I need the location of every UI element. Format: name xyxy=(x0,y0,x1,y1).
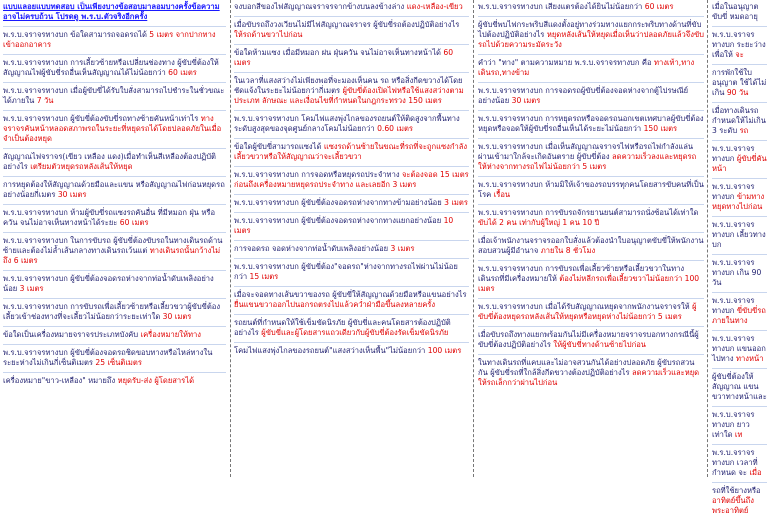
question-text: พ.ร.บ.จราจรทางบก โคมไฟแสงพุ่งไกลของรถยนต์ให้ติดสูงจากพื้นทางระดับสูงสุดของจุดศูนย์กลางโคมไม่น้อยกว่า xyxy=(234,114,460,133)
question-item xyxy=(712,65,767,103)
answer-text: ผู้ขับขี่ต้องหยุดรถหลังเส้นให้หยุดหรือหยุดห่างไม่น้อยกว่า 5 เมตร xyxy=(478,302,697,321)
question-text: ในทางเดินรถที่แคบและไม่อาจสวนกันได้อย่างปลอดภัย ผู้ขับรถสวนกัน ผู้ขับขี่รถที่ใกล้สิ่งกีดขวางต้องปฏิบัติอย่างไร xyxy=(478,358,695,377)
answer-text: 25 เซ็นติเมตร xyxy=(95,358,142,367)
column-4 xyxy=(709,0,770,515)
answer-text: หยุดรับ-ส่ง ผู้โดยสารได้ xyxy=(117,376,194,385)
question-item xyxy=(712,445,767,483)
question-item xyxy=(478,17,704,55)
question-item xyxy=(234,2,469,17)
question-item xyxy=(478,261,704,299)
question-text: พ.ร.บ.จราจรทางบก ระยะว่างเพื่อให้ xyxy=(712,30,766,59)
question-item xyxy=(712,483,767,520)
question-item xyxy=(234,315,469,343)
question-text: พ.ร.บ.จราจรทางบก การจอดรถผู้ขับขี่ต้องจอดห่างจากตู้ไปรษณีย์อย่างน้อย xyxy=(478,86,689,105)
question-text: เมื่อจะจอดทางเส้นขวาของรถ ผู้ขับขี่ให้สัญญาณด้วยมือหรือแขนอย่างไร xyxy=(234,290,467,299)
column-divider xyxy=(707,0,708,477)
question-item xyxy=(234,241,469,259)
question-text: รถยนต์ที่กำหนดให้ใช้เข็มขัดนิรภัย ผู้ขับขี่และคนโดยสารต้องปฏิบัติอย่างไร xyxy=(234,318,451,337)
answer-text: 15 เมตร xyxy=(249,272,279,281)
answer-text: 5 เมตร จากปากทางเข้าออกอาคาร xyxy=(3,30,216,49)
question-item xyxy=(234,287,469,315)
question-item xyxy=(478,177,704,205)
question-text: การหยุดต้องให้สัญญาณด้วยมือและแขน หรือสัญญาณไฟก่อนหยุดรถอย่างน้อยกี่เมตร xyxy=(3,180,225,199)
question-text: ในเวลาที่แสงสว่างไม่เพียงพอที่จะมองเห็นคน รถ หรือสิ่งกีดขวางได้โดยชัดแจ้งในระยะไม่น้อยกว่ากี่เมตร xyxy=(234,76,463,95)
question-text: พ.ร.บ.จราจรทางบก ผู้ขับขี่ต้องขับขี่รถทางซ้ายคันหน้าเท่าไร xyxy=(3,114,201,123)
question-text: พ.ร.บ.จราจรทางบก ในการขับรถ ผู้ขับขี่ต้องขับรถในทางเดินรถด้านซ้ายและต้องไม่ล้ำเส้นกลางทางเดินรถเว้นแต่ xyxy=(3,236,223,255)
question-text: พ.ร.บ.จราจรทางบก การหยุดรถหรือจอดรถนอกเขตเทศบาลผู้ขับขี่ต้องหยุดหรือจอดให้ผู้ขับขี่รถอื่นเห็นได้ระยะไม่น้อยกว่า xyxy=(478,114,704,133)
column-1 xyxy=(0,0,229,477)
question-item xyxy=(3,327,226,345)
question-text: เมื่อทางเดินรถกำหนดให้ไม่เกิน 3 ระดับ xyxy=(712,106,766,135)
question-item xyxy=(478,233,704,261)
answer-text: 7 วัน xyxy=(36,96,54,105)
answer-text: ขับได้ 2 คน เท่ากับผู้ใหญ่ 1 คน 10 ปี xyxy=(478,218,600,227)
question-text: พ.ร.บ.จราจรทางบก เวลาที่กำหนด จะ xyxy=(712,448,758,477)
answer-text: ยื่นแขนขวาออกไปนอกรถตรงไปแล้วคว่ำฝ่ามือขึ้นลงหลายครั้ง xyxy=(234,300,436,309)
question-text: การจอดรถ จอดห่างจากท่อน้ำดับเพลิงอย่างน้อย xyxy=(234,244,391,253)
question-text: พ.ร.บ.จราจรทางบก ห้ามมิให้เจ้าของรถบรรทุกคนโดยสารขับคนที่เป็นโรค xyxy=(478,180,704,199)
question-text: ผู้ขับขี่พบไฟกระพริบสีแดงตั้งอยู่ทางร่วมทางแยกกระพริบทางด้านที่ขับไปต้องปฏิบัติอย่างไร xyxy=(478,20,702,39)
question-text: พ.ร.บ.จราจรทางบก การขับรถจักรยานยนต์สามารถนั่งซ้อนได้เท่าใด xyxy=(478,208,699,217)
question-text: พ.ร.บ.จราจรทางบก ข้อใดสามารถจอดรถได้ xyxy=(3,30,150,39)
question-text: พ.ร.บ.จราจรทางบก ผู้ขับขี่ต้องจอดรถชิดขอบทางหรือไหล่ทางในระยะห่างไม่เกินกี่เซ็นติเมตร xyxy=(3,348,213,367)
answer-text: 0.60 เมตร xyxy=(377,124,414,133)
question-item xyxy=(3,373,226,390)
answer-text: ขี่ขับขี่รถภายในทาง xyxy=(712,306,766,325)
answer-text: ให้รถด้านขวาไปก่อน xyxy=(234,30,303,39)
question-text: พ.ร.บ.จราจรทางบก แขนออกไปทาง xyxy=(712,334,766,363)
answer-text: ต้องไม่หลีกรถเพื่อเลี้ยวขวาไม่น้อยกว่า 100 เมตร xyxy=(478,274,700,293)
question-item xyxy=(712,407,767,445)
answer-text: เตรียมตัวหยุดรถหลังเส้นให้หยุด xyxy=(30,162,133,171)
answer-text: ภายใน 8 ชั่วโมง xyxy=(540,246,596,255)
question-item xyxy=(234,259,469,287)
question-text: พ.ร.บ.จราจรทางบก ผู้ขับขี่ต้องจอดรถห่างจากท่อน้ำดับเพลิงอย่างน้อย xyxy=(3,274,214,293)
question-item xyxy=(478,139,704,177)
answer-text: หยุดหลังเส้นให้หยุดเมื่อเห็นว่าปลอดภัยแล้วจึงขับรถไปด้วยความระมัดระวัง xyxy=(478,30,704,49)
question-text: พ.ร.บ.จราจรทางบก การจอดหรือหยุดรถประจำทาง xyxy=(234,170,402,179)
question-item xyxy=(3,83,226,111)
answer-text: เรื้อน xyxy=(493,190,511,199)
answer-text: เครื่องหมายให้ทาง xyxy=(140,330,201,339)
answer-text: 30 เมตร xyxy=(162,312,192,321)
answer-text: 30 เมตร xyxy=(511,96,541,105)
answer-text: อาทิตย์ขึ้นถึงพระอาทิตย์ xyxy=(712,496,754,515)
answer-text: 60 เมตร xyxy=(644,2,674,11)
question-text: พ.ร.บ.จราจรทางบก เมื่อผู้ขับขี่ได้รับใบสั่งสามารถไปชำระในชั่วขณะได้ภายใน xyxy=(3,86,225,105)
question-text: พ.ร.บ.จราจรทางบก xyxy=(712,182,755,201)
question-text: พ.ร.บ.จราจรทางบก xyxy=(712,296,755,315)
question-item xyxy=(3,27,226,55)
question-item xyxy=(712,369,767,407)
answer-text: 3 เมตร xyxy=(390,244,415,253)
question-item xyxy=(3,149,226,177)
question-text: จงบอกสีของไฟสัญญาณจราจรจากข้างบนลงข้างล่าง xyxy=(234,2,407,11)
answer-text: 150 เมตร xyxy=(643,124,678,133)
answer-text: ผู้ขับขี่และผู้โดยสารแถวเดียวกับผู้ขับขี่ต้องรัดเข็มขัดนิรภัย xyxy=(261,328,449,337)
answer-text: ลดความเร็วลงและหยุดรถให้ห่างจากทางรถไฟไม่น้อยกว่า 5 เมตร xyxy=(478,152,697,171)
question-item xyxy=(3,205,226,233)
question-text: เมื่อในอนุญาตขับขี่ หมดอายุ xyxy=(712,2,759,21)
answer-text: เท xyxy=(734,430,743,439)
question-text: การพักใช้ใบอนุญาต ใช้ได้ไม่เกิน xyxy=(712,68,767,97)
question-item xyxy=(478,55,704,83)
question-item xyxy=(712,2,767,27)
answer-text: ผู้ขับขี่ต้องเปิดไฟหรือใช้แสงสว่างตามประเภท ลักษณะ และเงื่อนไขที่กำหนดในกฎกระทรวง 150 เมตร xyxy=(234,86,464,105)
answer-text: จะต้องจอด 15 เมตร ก่อนถึงเครื่องหมายหยุดรถประจำทาง และเลยอีก 3 เมตร xyxy=(234,170,469,189)
question-item xyxy=(234,111,469,139)
intro-notice-link[interactable] xyxy=(3,2,226,27)
question-item xyxy=(712,27,767,65)
question-text: พ.ร.บ.จราจรทางบก เลี้ยวทางบก xyxy=(712,220,766,249)
answer-text: ผู้ขับขี่คันหน้า xyxy=(712,154,767,173)
answer-text: ทางหน้า xyxy=(736,354,764,363)
question-item xyxy=(234,195,469,213)
question-item xyxy=(712,217,767,255)
question-item xyxy=(3,299,226,327)
question-item xyxy=(478,2,704,17)
question-text: รถที่ใช้ยางหรือ xyxy=(712,486,761,495)
question-item xyxy=(234,17,469,45)
question-item xyxy=(712,103,767,141)
question-item xyxy=(3,55,226,83)
answer-text: ทางจราจรคันหน้าหลอดสภาพรถในระยะที่หยุดรถได้โดยปลอดภัยในเมื่อจำเป็นต้องหยุด xyxy=(3,114,222,143)
question-text: พ.ร.บ.จราจรทางบก ห้ามผู้ขับขี่รถแซงรถคันอื่น ที่มีหมอก ฝุ่น หรือควัน จนไม่อาจเห็นทางหน้าได้ระยะ xyxy=(3,208,216,227)
answer-text: 60 เมตร xyxy=(234,48,454,67)
question-text: พ.ร.บ.จราจรทางบก การเลี้ยวซ้ายหรือเปลี่ยนช่องทาง ผู้ขับขี่ต้องให้สัญญาณไฟผู้ขับขี่รถอื่นเห็นสัญญาณได้ไม่น้อยกว่า xyxy=(3,58,219,77)
question-text: พ.ร.บ.จราจรทางบก เมื่อได้รับสัญญาณหยุดจากพนักงานจราจรให้ xyxy=(478,302,693,311)
answer-text: 60 เมตร xyxy=(168,68,197,77)
question-item xyxy=(234,167,469,195)
question-item xyxy=(234,139,469,167)
answer-text: ลดความเร็วและหยุดให้รถเล็กกว่าผ่านไปก่อน xyxy=(478,368,700,387)
answer-text: ข้ามทางหยุดทางไปก่อน xyxy=(712,192,765,211)
question-text: เมื่อขับรถถึงวงเวียนไม่มีไฟสัญญาณจราจร ผู้ขับขี่รถต้องปฏิบัติอย่างไร xyxy=(234,20,460,29)
question-text: ผู้ขับขี่ต้องให้สัญญาณ แขนขวาทางหน้าและ xyxy=(712,372,767,401)
question-item xyxy=(478,111,704,139)
column-2 xyxy=(231,0,472,477)
answer-text: แซงรถด้านซ้ายในขณะที่รถที่จะถูกแซงกำลังเลี้ยวขวาหรือให้สัญญาณว่าจะเลี้ยวขวา xyxy=(234,142,468,161)
question-item xyxy=(3,177,226,205)
question-item xyxy=(3,345,226,373)
answer-text: แดง-เหลือง-เขียว xyxy=(406,2,463,11)
question-item xyxy=(478,327,704,355)
question-text: เครื่องหมาย"ขาว-เหลือง" หมายถึง xyxy=(3,376,118,385)
answer-text: เมื่อ xyxy=(749,468,762,477)
question-item xyxy=(478,83,704,111)
question-item xyxy=(3,111,226,149)
question-item xyxy=(712,255,767,293)
question-text: พ.ร.บ.จราจรทางบก เสียงแตรต้องได้ยินไม่น้อยกว่า xyxy=(478,2,645,11)
question-item xyxy=(234,213,469,241)
answer-text: 100 เมตร xyxy=(427,346,462,355)
question-text: พ.ร.บ.จราจรทางบก xyxy=(712,144,755,163)
question-text: ข้อใดห้ามแซง เมื่อมีหมอก ฝน ฝุ่นควัน จนไม่อาจเห็นทางหน้าได้ xyxy=(234,48,444,57)
question-item xyxy=(478,205,704,233)
question-text: พ.ร.บ.จราจรทางบก ผู้ขับขี่ต้องจอดรถห่างจากทางข้ามอย่างน้อย xyxy=(234,198,445,207)
notice-text: แบบแลอยแบบทดสอบ เป็นเพียงบางข้อสอบมาลอมบางครั้งข้อความอาจไม่ครบถ้วน โปรดดู พ.ร.บ.ตัวจริงอีกครั้ง xyxy=(3,2,220,21)
answer-text: 3 เมตร xyxy=(444,198,468,207)
answer-text: รถ xyxy=(739,126,749,135)
column-divider xyxy=(473,0,474,477)
question-item xyxy=(234,343,469,360)
question-text: พ.ร.บ.จราจรทางบก การขับรถเพื่อเลี้ยวซ้ายหรือเลี้ยวขวาผู้ขับขี่ต้องเลี้ยวเข้าช่องทางที่จะเลี้ยวไม่น้อยกว่าระยะเท่าใด xyxy=(3,302,221,321)
question-text: พ.ร.บ.จราจรทางบก ยาวเท่าใด xyxy=(712,410,755,439)
question-item xyxy=(478,299,704,327)
answer-text: ทางเดินรถนั้นกว้างไม่ถึง 6 เมตร xyxy=(3,246,221,265)
question-item xyxy=(234,45,469,73)
question-text: เมื่อเจ้าพนักงานจราจรออกใบสั่งแล้วต้องนำใบอนุญาตขับขี่ให้พนักงานสอบสวนผู้มีอำนาจ xyxy=(478,236,704,255)
answer-text: จะ xyxy=(735,50,744,59)
question-text: คำว่า "ทาง" ตามความหมาย พ.ร.บ.จราจรทางบก คือ xyxy=(478,58,654,67)
question-item xyxy=(478,355,704,392)
answer-text: ให้ผู้ขับขี่ทางด้านซ้ายไปก่อน xyxy=(553,340,646,349)
question-item xyxy=(712,179,767,217)
question-item xyxy=(712,331,767,369)
answer-text: 60 เมตร xyxy=(119,218,149,227)
question-text: โคมไฟแสงพุ่งไกลของรถยนต์"แสงสว่างเห็นพื้น"ไม่น้อยกว่า xyxy=(234,346,428,355)
question-text: พ.ร.บ.จราจรทางบก ผู้ขับขี่ต้องจอดรถห่างจากทางแยกอย่างน้อย xyxy=(234,216,444,225)
question-text: ข้อใดเป็นเครื่องหมายจราจรประเภทบังคับ xyxy=(3,330,141,339)
answer-text: 3 เมตร xyxy=(19,284,44,293)
question-item xyxy=(234,73,469,111)
answer-text: 90 วัน xyxy=(726,88,749,97)
column-3 xyxy=(475,0,707,477)
answer-text: 30 เมตร xyxy=(57,190,87,199)
question-text: พ.ร.บ.จราจรทางบก การขับรถเพื่อเลี้ยวซ้ายหรือเลี้ยวขวาในทางเดินรถที่มีเครื่องหมายให้ xyxy=(478,264,685,283)
question-text: พ.ร.บ.จราจรทางบก เกิน 90 วัน xyxy=(712,258,762,287)
question-text: พ.ร.บ.จราจรทางบก ผู้ขับขี่ต้อง"จอดรถ"ห่างจากทางรถไฟผ่านไม่น้อยกว่า xyxy=(234,262,458,281)
answer-text: 10 เมตร xyxy=(234,216,454,235)
question-text: เมื่อขับรถถึงทางแยกพร้อมกันไม่มีเครื่องหมายจราจรบอกทางกรณีนี้ผู้ขับขี่ต้องปฏิบัติอย่างไร xyxy=(478,330,699,349)
answer-text: ทางเท้า,ทางเดินรถ,ทางข้าม xyxy=(478,58,695,77)
question-item xyxy=(712,141,767,179)
question-item xyxy=(3,271,226,299)
question-text: พ.ร.บ.จราจรทางบก เมื่อเห็นสัญญาณจราจรไฟหรือรถไฟกำลังแล่นผ่านเข้ามาใกล้จะเกิดอันตราย ผู้ขับขี่ต้อง xyxy=(478,142,694,161)
question-text: สัญญาณไฟจราจร(เขียว เหลือง แดง)เมื่อทำเห็นสีเหลืองต้องปฏิบัติอย่างไร xyxy=(3,152,216,171)
question-item xyxy=(712,293,767,331)
question-text: ข้อใดผู้ขับขี่สามารถแซงได้ xyxy=(234,142,324,151)
question-item xyxy=(3,233,226,271)
